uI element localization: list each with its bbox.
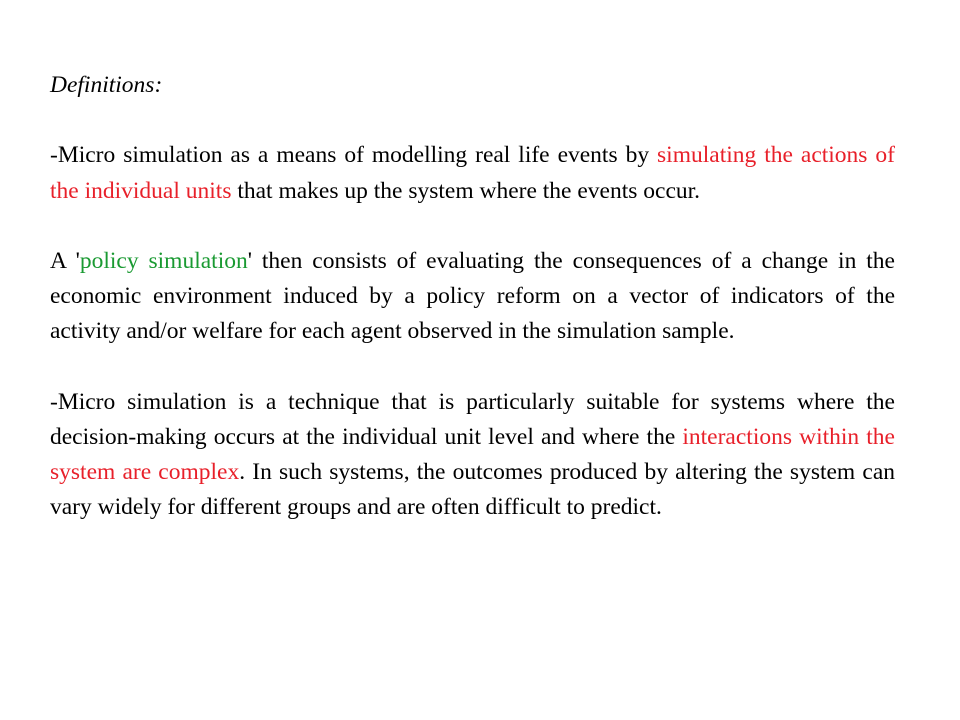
- p2-text-after: ' then consists of evaluating the consequences of a change in the economic environment induced by a policy reform on a vector of indicators of the activity and/or welfare for each agent observed in the simulation sample.: [50, 247, 895, 345]
- p3-text-after: . In such systems, the outcomes produced by altering the system can vary widely for different groups and are often difficult to predict.: [50, 459, 895, 521]
- paragraph-micro-simulation-definition: [50, 138, 895, 208]
- p1-red-highlight: simulating the actions of the individual units: [50, 142, 895, 204]
- p2-text-before: A ': [50, 247, 80, 274]
- spacer: [50, 350, 895, 385]
- slide-content: [50, 68, 895, 526]
- p3-red-highlight: interactions within the system are complex: [50, 423, 895, 486]
- p2-green-highlight: policy simulation: [79, 247, 248, 274]
- spacer: [50, 103, 895, 138]
- p1-text-after: that makes up the system where the events occur.: [231, 177, 701, 204]
- paragraph-micro-simulation-technique: [50, 385, 895, 526]
- spacer: [50, 209, 895, 244]
- definitions-heading: Definitions:: [50, 72, 163, 98]
- paragraph-policy-simulation: [50, 244, 895, 350]
- p3-text-before: -Micro simulation is a technique that is particularly suitable for systems where the decision-making occurs at the individual unit level and where the: [50, 388, 895, 450]
- p1-text-before: -Micro simulation as a means of modelling real life events by: [50, 142, 658, 169]
